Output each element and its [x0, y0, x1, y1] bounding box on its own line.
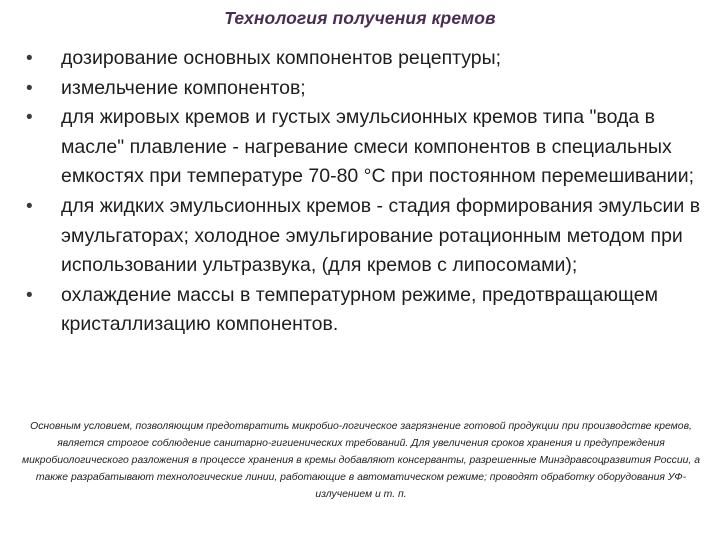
bullet-item: [26, 281, 706, 340]
bullet-item: [26, 74, 706, 104]
bullet-text: дозирование основных компонентов рецептуры;: [61, 47, 502, 69]
bullet-dot-icon: •: [26, 48, 33, 69]
bullet-text: для жировых кремов и густых эмульсионных кремов типа "вода в масле" плавление - нагревание смеси компонентов в специальных емкостях при температуре 70-80 °С при постоянном перемешивании;: [61, 106, 695, 188]
bullet-list: [26, 44, 706, 340]
bullet-item: [26, 103, 706, 192]
footnote-text: Основным условием, позволяющим предотвратить микробио-логическое загрязнение готовой продукции при производстве кремов, является строгое соблюдение санитарно-гигиенических требований. Для увеличения сроков хранения и предупреждения микробиологического разложения в процессе хранения в кремы добавляют консерванты, разрешенные Минздравсоцразвития России, а также разрабатывают технологические линии, работающие в автоматическом режиме; проводят обработку оборудования УФ-излучением и т. п.: [21, 421, 700, 500]
slide-title: Технология получения кремов: [224, 8, 496, 28]
bullet-dot-icon: •: [26, 107, 33, 129]
bullet-text: измельчение компонентов;: [61, 76, 306, 99]
bullet-dot-icon: •: [26, 77, 33, 99]
bullet-dot-icon: •: [26, 284, 33, 306]
bullet-item: [26, 192, 706, 281]
bullet-dot-icon: •: [26, 195, 33, 217]
bullet-text: для жидких эмульсионных кремов - стадия формирования эмульсии в эмульгаторах; холодное эмульгирование ротационным методом при использовании ультразвука, (для кремов с липосомами);: [61, 194, 701, 277]
bullet-text: охлаждение массы в температурном режиме, предотвращающем кристаллизацию компонентов.: [61, 283, 659, 336]
bullet-item: [26, 44, 706, 74]
